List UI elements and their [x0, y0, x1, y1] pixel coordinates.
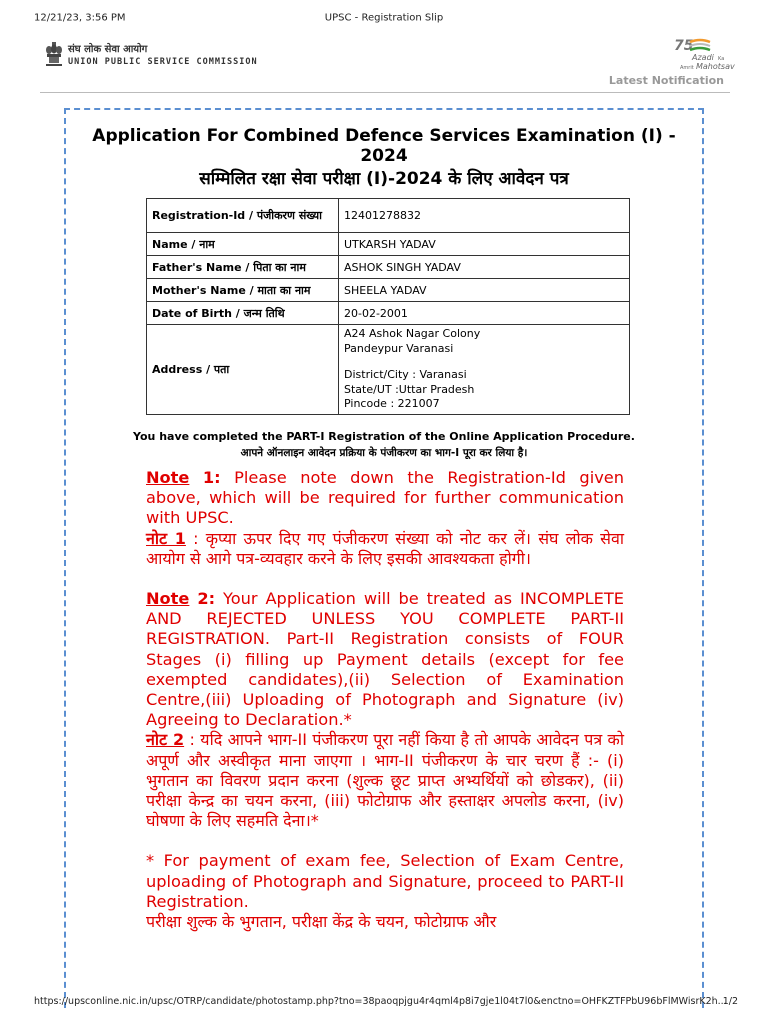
address-state: State/UT :Uttar Pradesh [344, 382, 475, 396]
print-title: UPSC - Registration Slip [324, 12, 444, 24]
dob-label: Date of Birth / जन्म तिथि [147, 302, 339, 325]
part2-instruction-hindi: परीक्षा शुल्क के भुगतान, परीक्षा केंद्र के चयन, फोटोग्राफ और [146, 912, 497, 932]
note-1-label: Note [146, 468, 190, 487]
note-1-number: 1: [202, 468, 221, 487]
note-1-hindi [146, 529, 624, 569]
table-row [147, 199, 630, 233]
name-value: UTKARSH YADAV [339, 233, 630, 256]
address-line-2: Pandeypur Varanasi [344, 341, 454, 355]
svg-text:75: 75 [674, 38, 694, 54]
address-line-1: A24 Ashok Nagar Colony [344, 327, 481, 340]
registration-slip-panel [64, 108, 704, 1008]
slip-title-hindi: सम्मिलित रक्षा सेवा परीक्षा (I)-2024 के लिए आवेदन पत्र [199, 169, 569, 189]
svg-text:Mahotsav: Mahotsav [696, 62, 735, 71]
table-row [147, 279, 630, 302]
note-1-hindi-label: नोट 1 [146, 528, 186, 548]
print-date: 12/21/23, 3:56 PM [34, 12, 126, 24]
header-divider [40, 92, 730, 93]
note-2-text: Your Application will be treated as INCOMPLETE AND REJECTED UNLESS YOU COMPLETE PART-II REGISTRATION. Part-II Registration consists of FOUR Stages (i) filling up Payment details (except for fee exempted candidates),(ii) Selection of Examination Centre,(iii) Uploading of Photograph and Signature (iv) Agreeing to Declaration.* [146, 589, 624, 730]
table-row [147, 325, 630, 415]
father-name-value: ASHOK SINGH YADAV [339, 256, 630, 279]
registration-id-value: 12401278832 [339, 199, 630, 233]
slip-title-english: Application For Combined Defence Services Examination (I) - 2024 [92, 126, 676, 166]
note-2-english [146, 589, 624, 730]
note-2-hindi-text: : यदि आपने भाग-II पंजीकरण पूरा नहीं किया है तो आपके आवेदन पत्र को अपूर्ण और अस्वीकृत माना जाएगा । भाग-II पंजीकरण के चार चरण हैं :- (i) भुगतान का विवरण प्रदान करना (शुल्क छूट प्राप्त अभ्यर्थियों को छोडकर), (ii) परीक्षा केन्द्र का चयन करना, (iii) फोटोग्राफ और हस्ताक्षर अपलोड करना, (iv) घोषणा के लिए सहमति देना।* [146, 730, 624, 831]
part1-completed-english: You have completed the PART-I Registration of the Online Application Procedure. [133, 430, 635, 443]
note-2-label: Note [146, 589, 190, 609]
registration-id-label: Registration-Id / पंजीकरण संख्या [147, 199, 339, 233]
address-pincode: Pincode : 221007 [344, 397, 440, 410]
part1-completed-hindi: आपने ऑनलाइन आवेदन प्रक्रिया के पंजीकरण का भाग-I पूरा कर लिया है। [240, 447, 528, 459]
org-name-hindi: संघ लोक सेवा आयोग [68, 44, 148, 55]
org-name-english: UNION PUBLIC SERVICE COMMISSION [68, 57, 258, 67]
address-label: Address / पता [147, 325, 339, 415]
page-number: 1/2 [722, 996, 738, 1007]
print-url: https://upsconline.nic.in/upsc/OTRP/candidate/photostamp.php?tno=38paoqpjgu4r4qml4p8i7gje1l04t7l0&enctno=OHFKZTFPbU96bFlMWisrK2h... [34, 996, 727, 1007]
father-name-label: Father's Name / पिता का नाम [147, 256, 339, 279]
note-2-hindi [146, 730, 624, 831]
mother-name-value: SHEELA YADAV [339, 279, 630, 302]
address-district: District/City : Varanasi [344, 368, 467, 381]
table-row [147, 302, 630, 325]
part2-instruction-english: * For payment of exam fee, Selection of Exam Centre, uploading of Photograph and Signature, proceed to PART-II Registration. [146, 851, 624, 911]
table-row [147, 233, 630, 256]
azadi-ka-amrit-mahotsav-logo [666, 36, 735, 74]
table-row [147, 256, 630, 279]
note-2-hindi-label: नोट 2 [146, 730, 185, 750]
print-header [0, 0, 768, 26]
address-value [339, 325, 630, 415]
print-footer [0, 994, 768, 1010]
svg-text:Amrit: Amrit [680, 65, 694, 71]
note-1-hindi-text: : कृप्या ऊपर दिए गए पंजीकरण संख्या को नोट कर लें। संघ लोक सेवा आयोग से आगे पत्र-व्यवहार करने के लिए इसकी आवश्यकता होगी। [146, 528, 625, 568]
mother-name-label: Mother's Name / माता का नाम [147, 279, 339, 302]
latest-notification-link[interactable]: Latest Notification [608, 74, 724, 87]
notes-section [146, 468, 624, 932]
candidate-details-table [146, 198, 630, 415]
national-emblem-icon [44, 40, 64, 70]
svg-text:Azadi: Azadi [692, 53, 714, 62]
svg-text:Ka: Ka [718, 56, 725, 62]
note-2-number: 2: [197, 589, 216, 609]
note-1-text: Please note down the Registration-Id given above, which will be required for further communication with UPSC. [146, 468, 624, 528]
dob-value: 20-02-2001 [339, 302, 630, 325]
note-1-english [146, 468, 624, 529]
site-header [40, 36, 735, 92]
name-label: Name / नाम [147, 233, 339, 256]
